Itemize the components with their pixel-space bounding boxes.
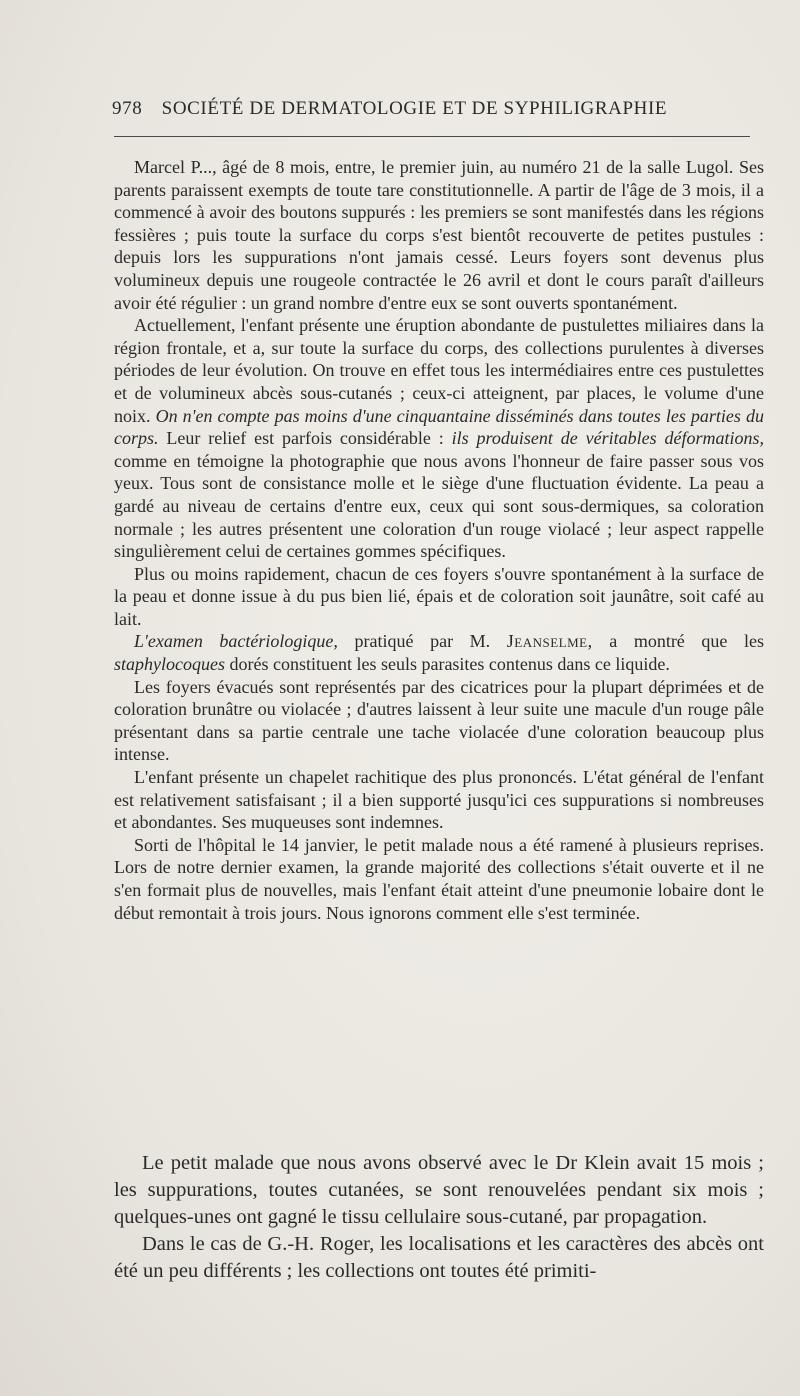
running-title: SOCIÉTÉ DE DERMATOLOGIE ET DE SYPHILIGRAPHIE [161, 98, 668, 119]
paragraph-2-text-e: comme en témoigne la photographie que nous avons l'honneur de faire passer sous vos yeux. Tous sont de consistance molle et le siège d'une fluctuation évidente. La peau a gardé au niveau de certains d'entre eux, ceux qui sont sous-dermiques, sa coloration normale ; les autres présentent une coloration d'un rouge violacé ; leur aspect rappelle singulièrement celui de certaines gommes spécifiques. [114, 450, 764, 562]
paragraph-6: L'enfant présente un chapelet rachitique des plus prononcés. L'état général de l'enfant est relativement satisfaisant ; il a bien supporté jusqu'ici ces suppurations si nombreuses et abondantes. Ses muqueuses sont indemnes. [114, 767, 764, 833]
paragraph-4-text-f: dorés constituent les seuls parasites contenus dans ce liquide. [224, 654, 670, 675]
paragraph-1: Marcel P..., âgé de 8 mois, entre, le premier juin, au numéro 21 de la salle Lugol. Ses parents paraissent exempts de toute tare constitutionnelle. A partir de l'âge de 3 mois, il a commencé à avoir des boutons suppurés : les premiers se sont manifestés dans les régions fessières ; puis toute la surface du corps s'est bientôt recouverte de petites pustules : depuis lors les suppurations n'ont jamais cessé. Leurs foyers sont devenus plus volumineux depuis une rougeole contractée le 26 avril et dont le cours paraît d'ailleurs avoir été régulier : un grand nombre d'entre eux se sont ouverts spontanément. [114, 157, 764, 313]
paragraph-2-text-c: Leur relief est parfois considérable : [158, 428, 452, 449]
paragraph-4-italic-staph: staphylocoques [114, 654, 225, 675]
paragraph-4-author: Jeanselme, [506, 631, 593, 652]
case-report-body [114, 156, 764, 924]
paragraph-2-italic-count: On n'en compte pas moins d'une cinquantaine disséminés dans toutes les parties du corps. [114, 405, 764, 449]
paragraph-4-italic-exam: L'examen bactériologique, [134, 631, 338, 652]
paragraph-2-italic-deformations: ils produisent de véritables déformations, [451, 428, 764, 449]
header-rule [114, 136, 750, 137]
paragraph-7: Sorti de l'hôpital le 14 janvier, le petit malade nous a été ramené à plusieurs reprises. Lors de notre dernier examen, la grande majorité des collections s'était ouverte et il ne s'en formait plus de nouvelles, mais l'enfant était atteint d'une pneumonie lobaire dont le début remontait à trois jours. Nous ignorons comment elle s'est terminée. [114, 834, 764, 923]
paragraph-2-text-a: Actuellement, l'enfant présente une éruption abondante de pustulettes miliaires dans la région frontale, et a, sur toute la surface du corps, des collections purulentes à diverses périodes de leur évolution. On trouve en effet tous les intermédiaires entre ces pustulettes et de volumineux abcès sous-cutanés ; ceux-ci atteignent, par places, le volume d'une noix. [114, 315, 764, 426]
paragraph-9: Dans le cas de G.-H. Roger, les localisations et les caractères des abcès ont été un peu différents ; les collections ont toutes été primiti- [114, 1233, 764, 1282]
discussion-body [114, 1150, 764, 1285]
paragraph-3: Plus ou moins rapidement, chacun de ces foyers s'ouvre spontanément à la surface de la peau et donne issue à du pus bien lié, épais et de coloration soit jaunâtre, soit café au lait. [114, 563, 764, 629]
paragraph-5: Les foyers évacués sont représentés par des cicatrices pour la plupart déprimées et de coloration brunâtre ou violacée ; d'autres laissent à leur suite une macule d'un rouge pâle présentant dans sa partie centrale une tache violacée d'une coloration beaucoup plus intense. [114, 676, 764, 765]
paragraph-2 [114, 314, 764, 563]
running-header [112, 98, 752, 120]
paragraph-4 [114, 630, 764, 675]
paragraph-4-text-d: a montré que les [592, 631, 764, 652]
paragraph-8: Le petit malade que nous avons observé avec le Dr Klein avait 15 mois ; les suppurations, toutes cutanées, se sont renouvelées pendant six mois ; quelques-unes ont gagné le tissu cellulaire sous-cutané, par propagation. [114, 1152, 764, 1228]
page-number: 978 [112, 98, 143, 119]
paragraph-4-text-b: pratiqué par M. [337, 631, 507, 652]
